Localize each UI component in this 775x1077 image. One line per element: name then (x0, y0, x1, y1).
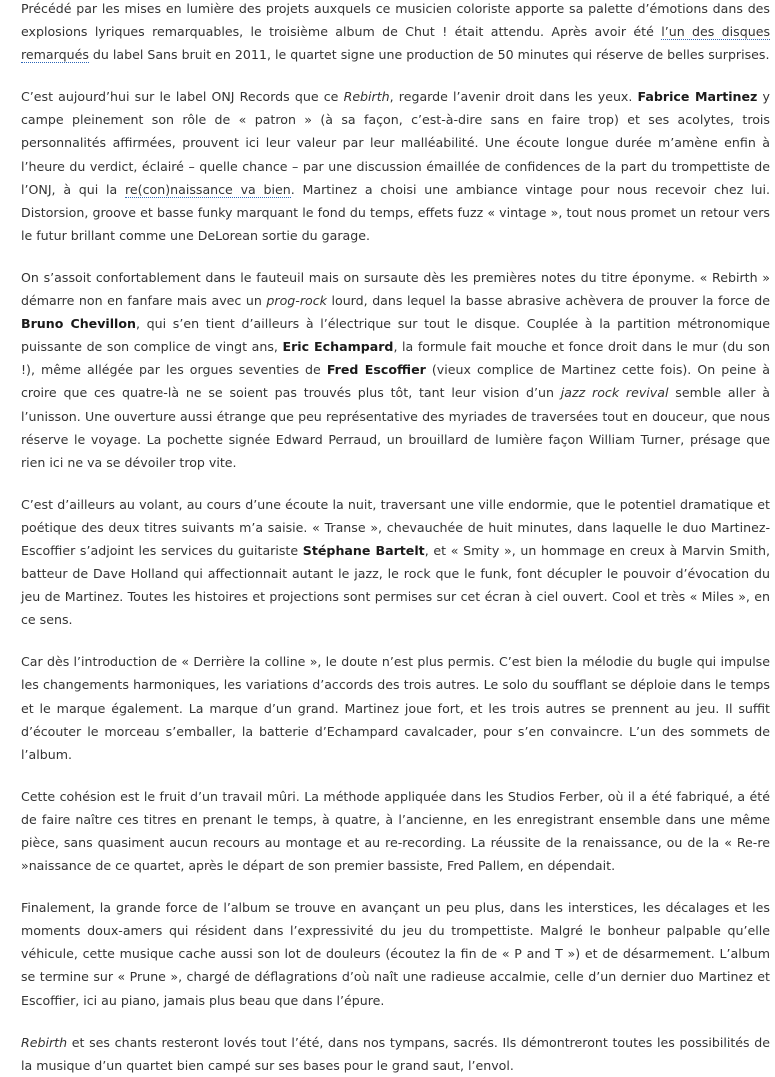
artist-name: Bruno Chevillon (21, 316, 136, 332)
text: y campe pleinement son rôle de « patron » (à sa façon, c’est-à-dire sans en faire trop) et ses acolytes, trois personnalités affirmées, prouvent ici leur valeur par leur malléabilité. Une écoute longue durée m’amène enfin à l’heure du verdict, éclairé – quelle chance – par une discussion émaillée de confidences de la part du trompettiste de l’ONJ, à qui la (21, 89, 770, 197)
paragraph-5: Car dès l’introduction de « Derrière la colline », le doute n’est plus permis. C’est bien la mélodie du bugle qui impulse les changements harmoniques, les variations d’accords des trois autres. Le solo du soufflant se déploie dans le temps et le marque également. La marque d’un grand. Martinez joue fort, et les trois autres se prennent au jeu. Il suffit d’écouter le morceau s’emballer, la batterie d’Echampard cavalcader, pour s’en convaincre. L’un des sommets de l’album. (21, 654, 770, 762)
text: , la formule fait mouche et fonce droit dans le mur (du son !), même allégée par les orgues seventies de (21, 339, 770, 378)
text: lourd, dans lequel la basse abrasive achèvera de prouver la force de (326, 293, 770, 309)
paragraph-6: Cette cohésion est le fruit d’un travail mûri. La méthode appliquée dans les Studios Ferber, où il a été fabriqué, a été de faire naître ces titres en prenant le temps, à quatre, à l’ancienne, en les enregistrant ensemble dans une même pièce, sans quasiment aucun recours au montage et au re-recording. La réussite de la renaissance, ou de la « Re-re »naissance de ce quartet, après le départ de son premier bassiste, Fred Pallem, en dépendait. (21, 788, 770, 874)
emphasis: jazz rock revival (560, 385, 669, 401)
text: C’est d’ailleurs au volant, au cours d’une écoute la nuit, traversant une ville endormie, que le potentiel dramatique et poétique des deux titres suivants m’a saisie. « Transe », chevauchée de huit minutes, dans laquelle le duo Martinez-Escoffier s’adjoint les services du guitariste (21, 496, 770, 558)
paragraph-4 (21, 493, 770, 632)
text: (vieux complice de Martinez cette fois). On peine à croire que ces quatre-là ne se soient pas trouvés plus tôt, tant leur vision d’un (21, 362, 770, 401)
album-title-rebirth: Rebirth (343, 89, 390, 105)
paragraph-2 (21, 85, 770, 247)
text: du label Sans bruit en 2011, le quartet signe une production de 50 minutes qui réserve de belles surprises. (88, 47, 770, 63)
text: , et « Smity », un hommage en creux à Marvin Smith, batteur de Dave Holland qui affectionnait autant le jazz, le rock que le funk, font décupler le pouvoir d’évocation du jeu de Martinez. Toutes les histoires et projections sont permises sur cet écran à ciel ouvert. Cool et très « Miles », en ce sens. (21, 542, 770, 628)
album-title-rebirth: Rebirth (21, 1034, 68, 1050)
text: semble aller à l’unisson. Une ouverture aussi étrange que peu représentative des myriades de traversées tout en douceur, que nous réserve le voyage. La pochette signée Edward Perraud, un brouillard de lumière façon William Turner, présage que rien ici ne va se dévoiler trop vite. (21, 385, 771, 470)
artist-name: Stéphane Bartelt (302, 542, 425, 558)
paragraph-7: Finalement, la grande force de l’album se trouve en avançant un peu plus, dans les interstices, les décalages et les moments doux-amers qui résident dans l’expressivité du jeu du trompettiste. Malgré le bonheur palpable qu’elle véhicule, cette musique cache aussi son lot de douleurs (écoutez la fin de « P and T ») et de désarmement. L’album se termine sur « Prune », chargé de déflagrations d’où naît une radieuse accalmie, celle d’un dernier duo Martinez et Escoffier, ici au piano, jamais plus beau que dans l’épure. (21, 900, 770, 1008)
text: Précédé par les mises en lumière des projets auxquels ce musicien coloriste apporte sa palette d’émotions dans des explosions lyriques remarquables, le troisième album de Chut ! était attendu. Après avoir été (21, 1, 770, 40)
paragraph-1 (21, 0, 770, 66)
paragraph-8 (21, 1031, 770, 1077)
text: et ses chants resteront lovés tout l’été, dans nos tympans, sacrés. Ils démontreront toutes les possibilités de la musique d’un quartet bien campé sur ses bases pour le grand saut, l’envol. (21, 1034, 770, 1073)
text: . Martinez a choisi une ambiance vintage pour nous recevoir chez lui. Distorsion, groove et basse funky marquant le fond du temps, effets fuzz « vintage », tout nous promet un retour vers le futur brillant comme une DeLorean sortie du garage. (21, 181, 770, 243)
artist-name: Fred Escoffier (326, 362, 426, 378)
artist-name: Fabrice Martinez (637, 89, 758, 105)
text: , qui s’en tient d’ailleurs à l’électrique sur tout le disque. Couplée à la partition métronomique puissante de son complice de vingt ans, (21, 316, 770, 355)
link-reconnaissance[interactable]: re(con)naissance va bien (125, 181, 291, 197)
link-disques-remarques[interactable]: l’un des disques remarqués (21, 24, 770, 63)
text: C’est aujourd’hui sur le label ONJ Records que ce (21, 89, 344, 105)
emphasis: prog-rock (266, 293, 327, 309)
artist-name: Eric Echampard (282, 339, 394, 355)
text: On s’assoit confortablement dans le fauteuil mais on sursaute dès les premières notes du titre éponyme. « Rebirth » démarre non en fanfare mais avec un (21, 269, 770, 309)
paragraph-3 (21, 266, 770, 474)
text: , regarde l’avenir droit dans les yeux. (389, 89, 638, 105)
